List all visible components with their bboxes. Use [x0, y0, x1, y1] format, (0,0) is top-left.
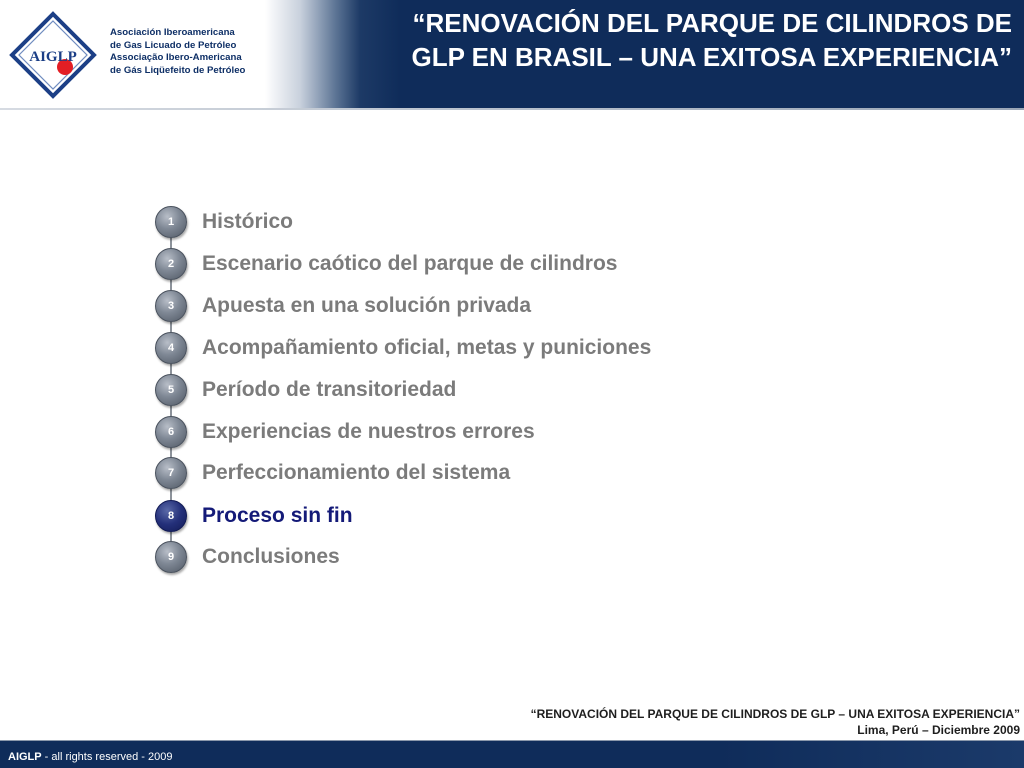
agenda-item-label: Escenario caótico del parque de cilindros [202, 252, 618, 275]
agenda-item-7[interactable] [155, 455, 855, 491]
copyright-text: - all rights reserved - 2009 [41, 751, 173, 763]
agenda-number-badge: 3 [155, 290, 187, 322]
org-name-pt-2: de Gás Liqüefeito de Petróleo [110, 64, 246, 76]
slide-title [332, 6, 1012, 74]
slide-title-line2: GLP EN BRASIL – UNA EXITOSA EXPERIENCIA” [411, 42, 1012, 72]
agenda-item-5[interactable] [155, 372, 855, 408]
org-name-es-2: de Gas Licuado de Petróleo [110, 39, 237, 51]
agenda-number-badge: 7 [155, 457, 187, 489]
footer-location-date: Lima, Perú – Diciembre 2009 [857, 723, 1020, 737]
agenda-item-label: Histórico [202, 210, 294, 233]
svg-text:AIGLP: AIGLP [29, 49, 77, 65]
org-name-es-1: Asociación Iberoamericana [110, 27, 235, 38]
agenda-item-2[interactable] [155, 246, 855, 282]
agenda-item-6[interactable] [155, 414, 855, 450]
footer-title-line1: “RENOVACIÓN DEL PARQUE DE CILINDROS DE GLP – UNA EXITOSA EXPERIENCIA” [530, 707, 1020, 721]
agenda-item-label: Período de transitoriedad [202, 378, 457, 401]
agenda-item-1[interactable] [155, 204, 855, 240]
agenda-number-badge: 9 [155, 541, 187, 573]
header-bar [0, 0, 1024, 108]
org-name-pt-1: Associação Ibero-Americana [110, 52, 242, 63]
agenda-item-3[interactable] [155, 288, 855, 324]
agenda-item-label: Acompañamiento oficial, metas y puniciones [202, 336, 652, 359]
agenda-item-label: Conclusiones [202, 545, 340, 568]
copyright-brand: AIGLP [8, 751, 42, 763]
agenda-item-8[interactable] [155, 498, 855, 534]
footer-title [531, 706, 1020, 738]
organization-names [110, 27, 270, 77]
agenda-number-badge: 4 [155, 332, 187, 364]
agenda-item-9[interactable] [155, 539, 855, 575]
agenda-item-label: Perfeccionamiento del sistema [202, 461, 511, 484]
copyright [8, 751, 172, 763]
agenda-number-badge: 2 [155, 248, 187, 280]
agenda-item-label: Apuesta en una solución privada [202, 294, 532, 317]
header-divider [0, 108, 1024, 110]
agenda-number-badge: 1 [155, 206, 187, 238]
footer-bar [0, 740, 1024, 768]
agenda-item-label: Proceso sin fin [202, 504, 353, 527]
agenda-number-badge: 5 [155, 374, 187, 406]
agenda-item-label: Experiencias de nuestros errores [202, 420, 535, 443]
agenda-number-badge: 8 [155, 500, 187, 532]
agenda-item-4[interactable] [155, 330, 855, 366]
aiglp-logo [8, 10, 98, 100]
agenda-number-badge: 6 [155, 416, 187, 448]
slide-title-line1: “RENOVACIÓN DEL PARQUE DE CILINDROS DE [412, 8, 1012, 38]
